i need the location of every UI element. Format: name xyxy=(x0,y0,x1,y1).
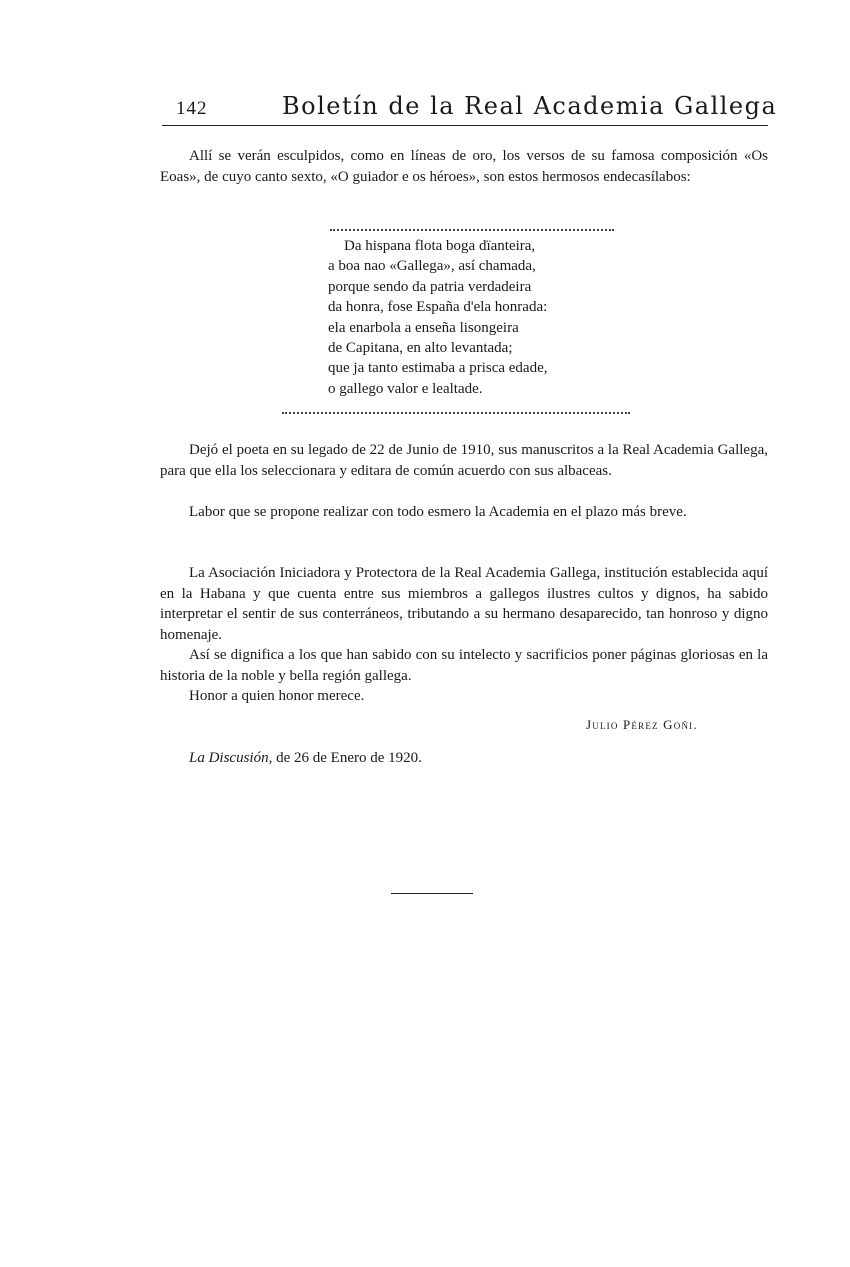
end-rule xyxy=(391,893,473,894)
source-citation xyxy=(189,750,422,767)
verse-line: de Capitana, en alto levantada; xyxy=(328,340,513,357)
verse-line: Da hispana flota boga dïanteira, xyxy=(344,238,536,254)
running-title: Boletín de la Real Academia Gallega xyxy=(282,92,778,120)
page-number: 142 xyxy=(176,98,208,119)
verse-ellipsis-bottom xyxy=(282,412,630,414)
author-signature: Julio Pérez Goñi. xyxy=(586,717,698,732)
header-rule xyxy=(162,125,768,126)
legacy-paragraph: Dejó el poeta en su legado de 22 de Junio de 1910, sus manuscritos a la Real Academia Gallega, para que ella los seleccionara y editara de común acuerdo con sus albaceas. xyxy=(160,442,768,479)
intro-paragraph: Allí se verán esculpidos, como en líneas de oro, los versos de su famosa composición «Os Eoas», de cuyo canto sexto, «O guiador e os héroes», son estos hermosos endecasílabos: xyxy=(160,148,768,185)
verse-line: da honra, fose España d'ela honrada: xyxy=(328,299,548,316)
verse-line: que ja tanto estimaba a prisca edade, xyxy=(328,360,548,377)
verse-line: porque sendo da patria verdadeira xyxy=(328,278,532,295)
verse-line: a boa nao «Gallega», así chamada, xyxy=(328,258,536,275)
verse-block xyxy=(328,236,648,399)
verse-line: ela enarbola a enseña lisongeira xyxy=(328,319,519,336)
publication-name: La Discusión xyxy=(189,750,269,766)
asi-paragraph: Así se dignifica a los que han sabido con su intelecto y sacrificios poner páginas gloriosas en la historia de la noble y bella región gallega. xyxy=(160,647,768,684)
verse-ellipsis-top xyxy=(330,229,614,231)
labor-paragraph: Labor que se propone realizar con todo esmero la Academia en el plazo más breve. xyxy=(189,504,687,520)
honor-paragraph: Honor a quien honor merece. xyxy=(189,688,365,704)
publication-date: , de 26 de Enero de 1920. xyxy=(268,750,422,766)
asociacion-paragraph: La Asociación Iniciadora y Protectora de la Real Academia Gallega, institución establecida aquí en la Habana y que cuenta entre sus miembros a gallegos ilustres cultos y dignos, ha sabido interpretar el sentir de sus conterráneos, tributando a su hermano desaparecido, tan honroso y digno homenaje. xyxy=(160,565,768,643)
verse-line: o gallego valor e lealtade. xyxy=(328,380,483,397)
